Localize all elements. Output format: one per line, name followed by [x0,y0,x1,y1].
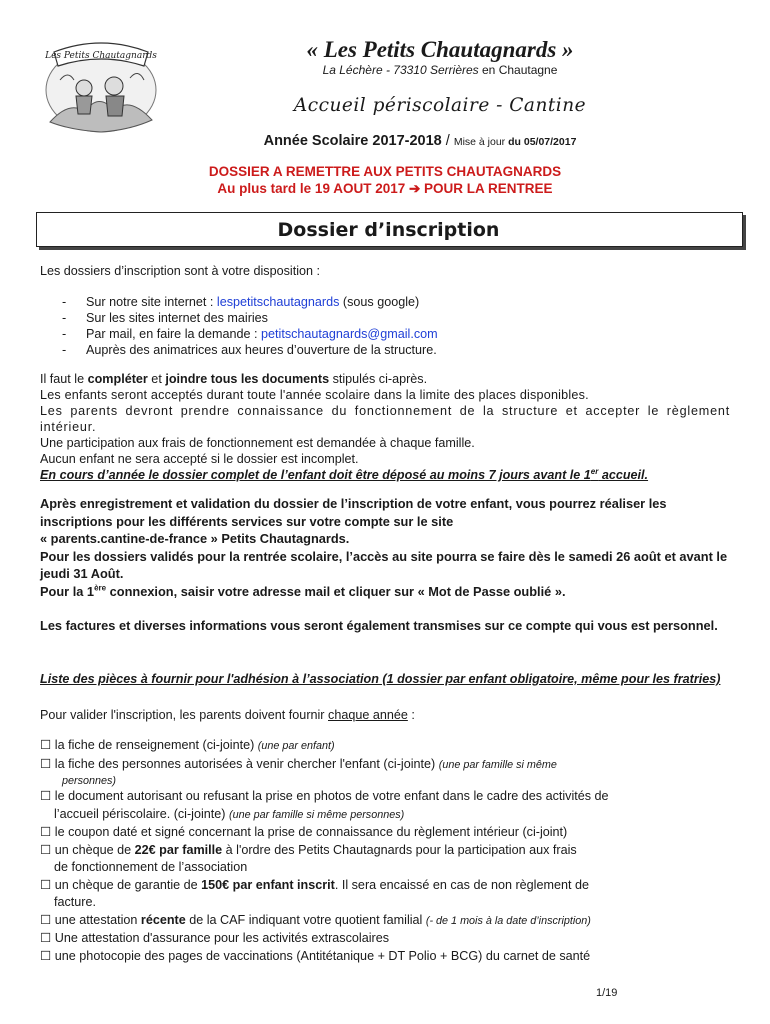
documents-heading: Liste des pièces à fournir pour l'adhésion à l’association (1 dossier par enfant obligatoire, même pour les fratries) [40,672,721,686]
intro-text: Les dossiers d’inscription sont à votre disposition : [40,264,321,278]
rule-regulation: Les parents devront prendre connaissance du fonctionnement de la structure et accepter le règlement intérieur. [40,404,730,434]
item-continued: de fonctionnement de l’association [54,860,248,874]
checklist-item [40,930,740,948]
lead-emphasis: chaque année [328,708,408,722]
rule-text: et [147,372,166,386]
item-text: une photocopie des pages de vaccinations (Antitétanique + DT Polio + BCG) du carnet de santé [51,948,591,963]
rule-complete [40,371,730,387]
list-dash: - [62,343,67,357]
online-paragraph: Après enregistrement et validation du dossier de l’inscription de votre enfant, vous pourrez réaliser les inscriptions pour les différents services sur votre compte sur le site [40,496,667,529]
rule-text: stipulés ci-après. [329,372,428,386]
checkbox-icon[interactable]: ☐ [40,756,52,771]
list-item-text: Auprès des animatrices aux heures d’ouverture de la structure. [86,343,437,357]
login-text: Pour la 1 [40,583,95,599]
lead-text: : [407,708,415,722]
documents-checklist [40,737,740,965]
address-town: La Léchère - 73310 Serrières [322,63,479,77]
school-year [120,132,720,151]
list-dash: - [62,295,67,309]
checklist-item [40,737,740,756]
update-prefix: Mise à jour [453,136,509,148]
rule-places: Les enfants seront acceptés durant toute l'année scolaire dans la limite des places disponibles. [40,388,589,402]
item-text: de la CAF indiquant votre quotient familial [185,912,426,927]
checkbox-icon[interactable]: ☐ [40,738,52,752]
checklist-item [40,842,740,860]
list-item [62,294,722,310]
email-link[interactable]: petitschautagnards@gmail.com [261,327,438,341]
checkbox-icon[interactable]: ☐ [40,877,52,892]
year-separator: / [441,133,454,149]
association-logo [40,30,162,138]
rule-emphasis: compléter [87,372,148,386]
online-first-login [40,583,730,601]
list-item [62,310,722,326]
rule-deadline-text: accueil. [598,468,649,482]
rule-incomplete: Aucun enfant ne sera accepté si le dossier est incomplet. [40,452,359,466]
rule-deadline-text: En cours d’année le dossier complet de l’enfant doit être déposé au moins 7 jours avant le 1 [40,468,591,482]
checkbox-icon[interactable]: ☐ [40,931,52,945]
item-text: le document autorisant ou refusant la prise en photos de votre enfant dans le cadre des activités de [51,789,609,803]
item-note: (une par famille si même personnes) [228,808,405,821]
availability-list [62,294,722,358]
page-title: « Les Petits Chautagnards » [306,37,574,62]
lead-text: Pour valider l'inscription, les parents doivent fournir [40,708,329,722]
online-site: « parents.cantine-de-france » Petits Chautagnards. [40,531,350,546]
item-emphasis: récente [140,912,186,927]
deadline-notice-line2: Au plus tard le 19 AOUT 2017 ➔ POUR LA RENTREE [217,181,553,196]
section-title: Dossier d’inscription [277,219,500,241]
item-text: une attestation [51,912,141,927]
invoices-info: Les factures et diverses informations vous seront également transmises sur ce compte qui vous est personnel. [40,618,718,633]
rule-text: Il faut le [40,372,88,386]
item-note: (- de 1 mois à la date d’inscription) [425,914,591,927]
item-text: un chèque de [51,842,135,857]
address [180,62,700,78]
address-suffix: en Chautagne [478,63,558,77]
checkbox-icon[interactable]: ☐ [40,825,52,839]
checkbox-icon[interactable]: ☐ [40,789,52,803]
update-date: du 05/07/2017 [508,136,577,148]
list-item-text: Par mail, en faire la demande : [86,327,262,341]
superscript: er [590,466,599,476]
item-text: . Il sera encaissé en cas de non règlement de [334,877,589,892]
item-note-continued: personnes) [62,775,117,787]
item-text-continued: l’accueil périscolaire. (ci-jointe) [54,806,229,821]
list-item-text: Sur les sites internet des mairies [86,311,268,325]
item-text: à l'ordre des Petits Chautagnards pour la participation aux frais [222,842,577,857]
list-item [62,342,722,358]
item-text: Une attestation d'assurance pour les activités extrascolaires [51,931,390,945]
item-text: un chèque de garantie de [51,877,202,892]
item-continued [40,806,740,825]
login-text: connexion, saisir votre adresse mail et cliquer sur « Mot de Passe oublié ». [106,583,566,599]
item-note: (une par enfant) [257,740,335,752]
item-text: le coupon daté et signé concernant la prise de connaissance du règlement intérieur (ci-joint) [51,825,568,839]
rules-block [40,371,730,483]
documents-lead [40,707,730,723]
service-name: Accueil périscolaire - Cantine [293,95,587,116]
checklist-item [40,788,740,806]
deadline-notice-line1: DOSSIER A REMETTRE AUX PETITS CHAUTAGNARDS [208,164,562,179]
item-amount: 22€ par famille [134,842,223,857]
checkbox-icon[interactable]: ☐ [40,912,52,927]
online-access: Pour les dossiers validés pour la rentrée scolaire, l’accès au site pourra se faire dès le samedi 26 août et avant le jeudi 31 Août. [40,548,728,581]
website-link[interactable]: lespetitschautagnards [216,295,340,309]
item-continued: facture. [54,895,96,909]
item-text: la fiche de renseignement (ci-jointe) [51,738,258,752]
list-item-suffix: (sous google) [339,295,420,309]
logo-banner-text: Les Petits Chautagnards [45,51,157,61]
rule-deadline [40,467,730,483]
checklist-item [40,877,740,895]
superscript: ère [94,583,107,593]
item-note: (une par famille si même [438,758,557,771]
checklist-item [40,824,740,842]
checkbox-icon[interactable]: ☐ [40,842,52,857]
rule-fees: Une participation aux frais de fonctionnement est demandée à chaque famille. [40,436,475,450]
list-dash: - [62,327,67,341]
list-item-text: Sur notre site internet : [86,295,217,309]
online-account-info [40,495,730,600]
checklist-item [40,756,740,775]
checkbox-icon[interactable]: ☐ [40,948,52,963]
item-text: la fiche des personnes autorisées à venir chercher l'enfant (ci-jointe) [51,756,439,771]
rule-emphasis: joindre tous les documents [165,372,330,386]
page-number: 1/19 [596,987,618,999]
list-dash: - [62,311,67,325]
checklist-item [40,948,740,966]
school-year-label: Année Scolaire 2017-2018 [263,133,442,149]
checklist-item [40,912,740,931]
list-item [62,326,722,342]
item-amount: 150€ par enfant inscrit [201,877,335,892]
